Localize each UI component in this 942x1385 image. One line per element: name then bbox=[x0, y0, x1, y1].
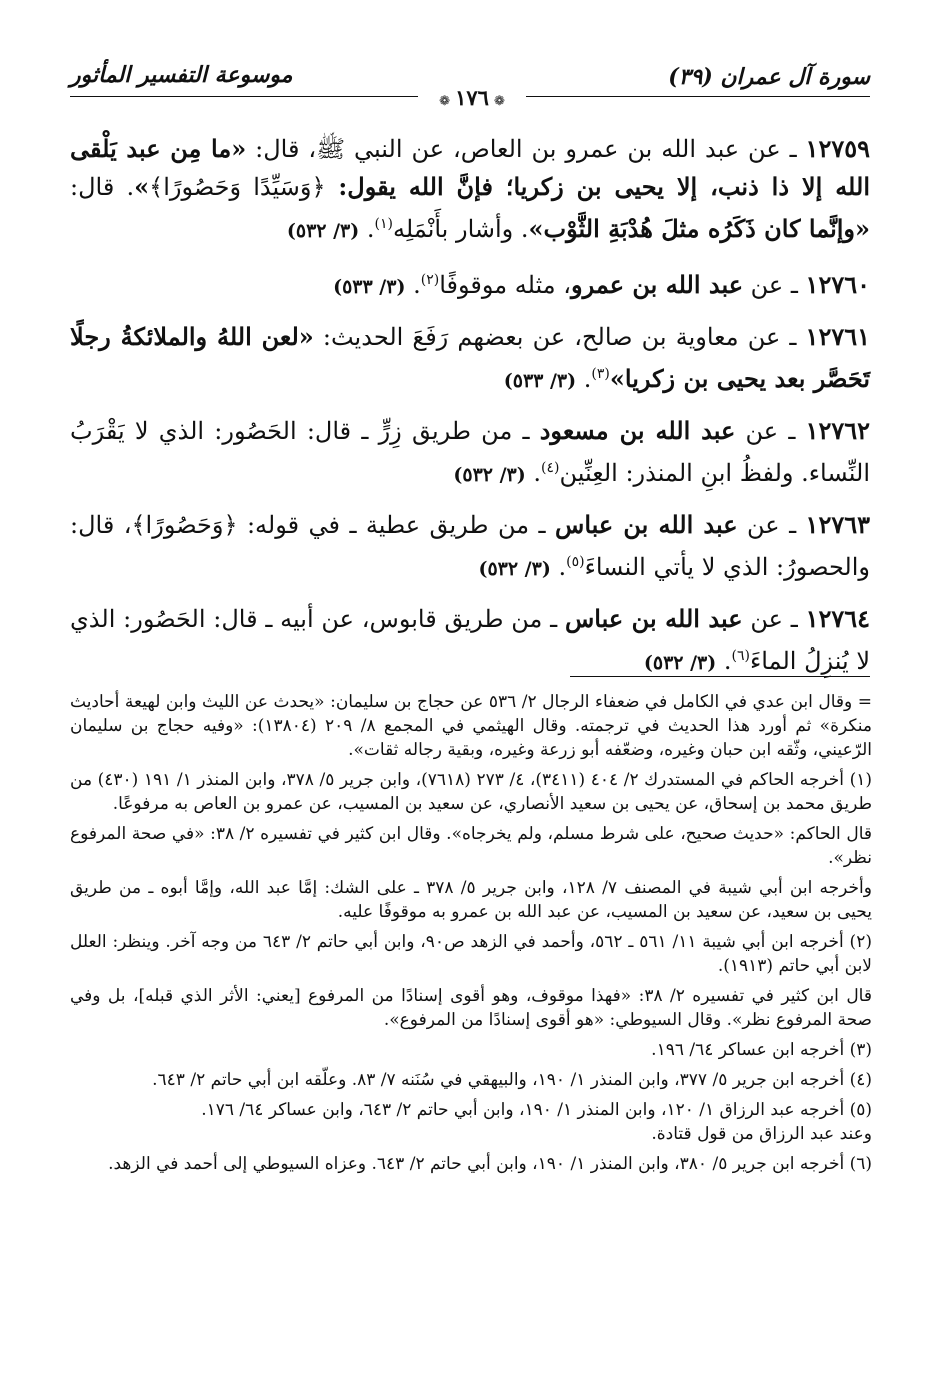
volume-reference: (٣/ ٥٣٢) bbox=[453, 464, 526, 486]
entry-number: ١٢٧٦١ bbox=[805, 322, 870, 351]
entry-text: عبد الله بن عباس bbox=[555, 510, 738, 539]
entry-text: . bbox=[405, 271, 421, 299]
entry-text: . bbox=[716, 647, 732, 675]
entry-text: ـ من طريق قابوس، عن أبيه ـ قال: الحَصُور: الذي لا يُنزِلُ الماءَ bbox=[70, 605, 870, 675]
entry-text: عبد الله بن مسعود bbox=[539, 416, 736, 445]
entry-number: ١٢٧٥٩ bbox=[805, 134, 870, 163]
entry-text: ـ عن bbox=[737, 511, 806, 539]
entry-text: . bbox=[550, 553, 567, 581]
entry-text: عبد الله بن عباس bbox=[565, 604, 743, 633]
footnote-marker: (١) bbox=[374, 216, 393, 232]
entry-text: ـ عن عبد الله بن عمرو بن العاص، عن النبي ﷺ، قال: bbox=[246, 135, 806, 163]
entry-text: «ما مِن عبد يَلْقى الله إلا ذا ذنب، إلا يحيى بن زكريا؛ فإنَّ الله يقول: bbox=[70, 134, 870, 201]
hadith-entry bbox=[70, 506, 870, 588]
footnote: قال ابن كثير في تفسيره ٢/ ٣٨: «فهذا موقوف، وهو أقوى إسنادًا من المرفوع [يعني: الأثر الذي قبله]، بل وفي صحة المرفوع نظر». وقال السيوطي: «هو أقوى إسنادًا من المرفوع». bbox=[70, 986, 872, 1030]
volume-reference: (٣/ ٥٣٢) bbox=[478, 558, 551, 580]
hadith-entry bbox=[70, 130, 870, 250]
hadith-entry bbox=[70, 262, 870, 306]
footnote: وأخرجه ابن أبي شيبة في المصنف ٧/ ١٢٨، وابن جرير ٥/ ٣٧٨ ـ على الشك: إمَّا عبد الله، وإمَّا أبوه ـ من طريق يحيى بن سعيد، عن سعيد بن المسيب، عن عبد الله بن عمرو به موقوفًا عليه. bbox=[70, 878, 872, 922]
footnote: (٢) أخرجه ابن أبي شيبة ١١/ ٥٦١ ـ ٥٦٢، وأحمد في الزهد ص٩٠، وابن أبي حاتم ٢/ ٦٤٣ من وجه آخر. وينظر: العلل لابن أبي حاتم (١٩١٣). bbox=[70, 932, 872, 976]
book-title: موسوعة التفسير المأثور bbox=[70, 62, 293, 88]
volume-reference: (٣/ ٥٣٢) bbox=[286, 220, 360, 242]
entry-text: «وإنَّما كان ذَكَرُه مثلَ هُدْبَةِ الثَّوْب» bbox=[528, 214, 870, 243]
page-number-box bbox=[418, 85, 526, 115]
volume-reference: (٣/ ٥٣٣) bbox=[503, 370, 577, 392]
footnote: (١) أخرجه الحاكم في المستدرك ٢/ ٤٠٤ (٣٤١١)، ٤/ ٢٧٣ (٧٦١٨)، وابن جرير ٥/ ٣٧٨، وابن المنذر ١/ ١٩١ (٤٣٠) من طريق محمد بن إسحاق، عن يحيى بن سعيد الأنصاري، عن سعيد بن المسيب، عن عمرو بن العاص به مرفوعًا. bbox=[70, 770, 872, 814]
footnotes bbox=[70, 690, 872, 1176]
entry-text: ـ عن معاوية بن صالح، عن بعضهم رَفَعَ الحديث: bbox=[313, 323, 806, 351]
page-number: ١٧٦ bbox=[455, 85, 489, 110]
footnote: = وقال ابن عدي في الكامل في ضعفاء الرجال ٢/ ٥٣٦ عن حجاج بن سليمان: «يحدث عن الليث وابن لهيعة أحاديث منكرة» ثم أورد هذا الحديث في ترجمته. وقال الهيثمي في المجمع ٨/ ٢٠٩ (١٣٨٠٤): «وفيه حجاج بن سليمان الرّعيني، وثّقه ابن حبان وغيره، وضعّفه أبو زرعة وغيره، وبقية رجاله ثقات». bbox=[70, 692, 872, 760]
entry-text: . bbox=[576, 365, 592, 393]
entry-text: . bbox=[525, 459, 542, 487]
surah-title: سورة آل عمران (٣٩) bbox=[668, 64, 870, 90]
main-text bbox=[70, 130, 870, 694]
entry-text: ـ عن bbox=[743, 271, 806, 299]
entry-text: . وأشار بأَنْمَلِه bbox=[393, 215, 529, 243]
entry-text: «لعن اللهُ والملائكةُ رجلًا تَحَصَّر بعد يحيى بن زكريا» bbox=[70, 322, 870, 393]
footnote-marker: (٦) bbox=[731, 648, 750, 664]
entry-number: ١٢٧٦٣ bbox=[805, 510, 870, 539]
entry-text: . قال: bbox=[70, 173, 135, 201]
entry-text: ـ عن bbox=[735, 417, 806, 445]
entry-text: ـ عن bbox=[742, 605, 806, 633]
footnote: (٦) أخرجه ابن جرير ٥/ ٣٨٠، وابن المنذر ١/ ١٩٠، وابن أبي حاتم ٢/ ٦٤٣. وعزاه السيوطي إلى أحمد في الزهد. bbox=[108, 1154, 872, 1174]
footnote: (٣) أخرجه ابن عساكر ٦٤/ ١٩٦. bbox=[651, 1040, 872, 1060]
ornament-icon: ❁ bbox=[439, 94, 450, 109]
volume-reference: (٣/ ٥٣٢) bbox=[643, 652, 717, 674]
footnote-separator bbox=[570, 676, 870, 677]
footnote: (٤) أخرجه ابن جرير ٥/ ٣٧٧، وابن المنذر ١/ ١٩٠، والبيهقي في سُنَنه ٧/ ٨٣. وعلّقه ابن أبي حاتم ٢/ ٦٤٣. bbox=[152, 1070, 872, 1090]
entry-text: ، مثله موقوفًا bbox=[439, 271, 572, 299]
footnote: وعند عبد الرزاق من قول قتادة. bbox=[651, 1124, 872, 1144]
entry-text: عبد الله بن عمرو bbox=[571, 270, 744, 299]
hadith-entry bbox=[70, 412, 870, 494]
entry-number: ١٢٧٦٤ bbox=[805, 604, 871, 633]
footnote-marker: (٢) bbox=[420, 272, 440, 288]
footnote-marker: (٤) bbox=[541, 460, 560, 476]
hadith-entry bbox=[70, 318, 870, 400]
footnote: (٥) أخرجه عبد الرزاق ١/ ١٢٠، وابن المنذر ١/ ١٩٠، وابن أبي حاتم ٢/ ٦٤٣، وابن عساكر ٦٤/ ١٧٦. bbox=[201, 1100, 872, 1120]
entry-number: ١٢٧٦٠ bbox=[805, 270, 870, 299]
footnote-marker: (٣) bbox=[591, 366, 610, 382]
entry-text: ـ من طريق زِرٍّ ـ قال: الحَصُور: الذي لا يَقْرَبُ النِّساء. ولفظُ ابنِ المنذر: العِنِّين bbox=[70, 417, 870, 487]
footnote: قال الحاكم: «حديث صحيح، على شرط مسلم، ولم يخرجاه». وقال ابن كثير في تفسيره ٢/ ٣٨: «في صحة المرفوع نظر». bbox=[70, 824, 873, 868]
hadith-entry bbox=[70, 600, 870, 682]
entry-text: ﴿وَسَيِّدًا وَحَصُورًا﴾ bbox=[149, 173, 326, 201]
entry-text: ـ من طريق عطية ـ في قوله: ﴿وَحَصُورًا﴾، قال: والحصورُ: الذي لا يأتي النساءَ bbox=[70, 511, 870, 581]
entry-number: ١٢٧٦٢ bbox=[805, 416, 871, 445]
entry-text: . bbox=[359, 215, 375, 243]
entry-text: » bbox=[134, 172, 150, 201]
ornament-icon: ❁ bbox=[494, 94, 505, 109]
footnote-marker: (٥) bbox=[566, 554, 585, 570]
volume-reference: (٣/ ٥٣٣) bbox=[333, 276, 406, 298]
